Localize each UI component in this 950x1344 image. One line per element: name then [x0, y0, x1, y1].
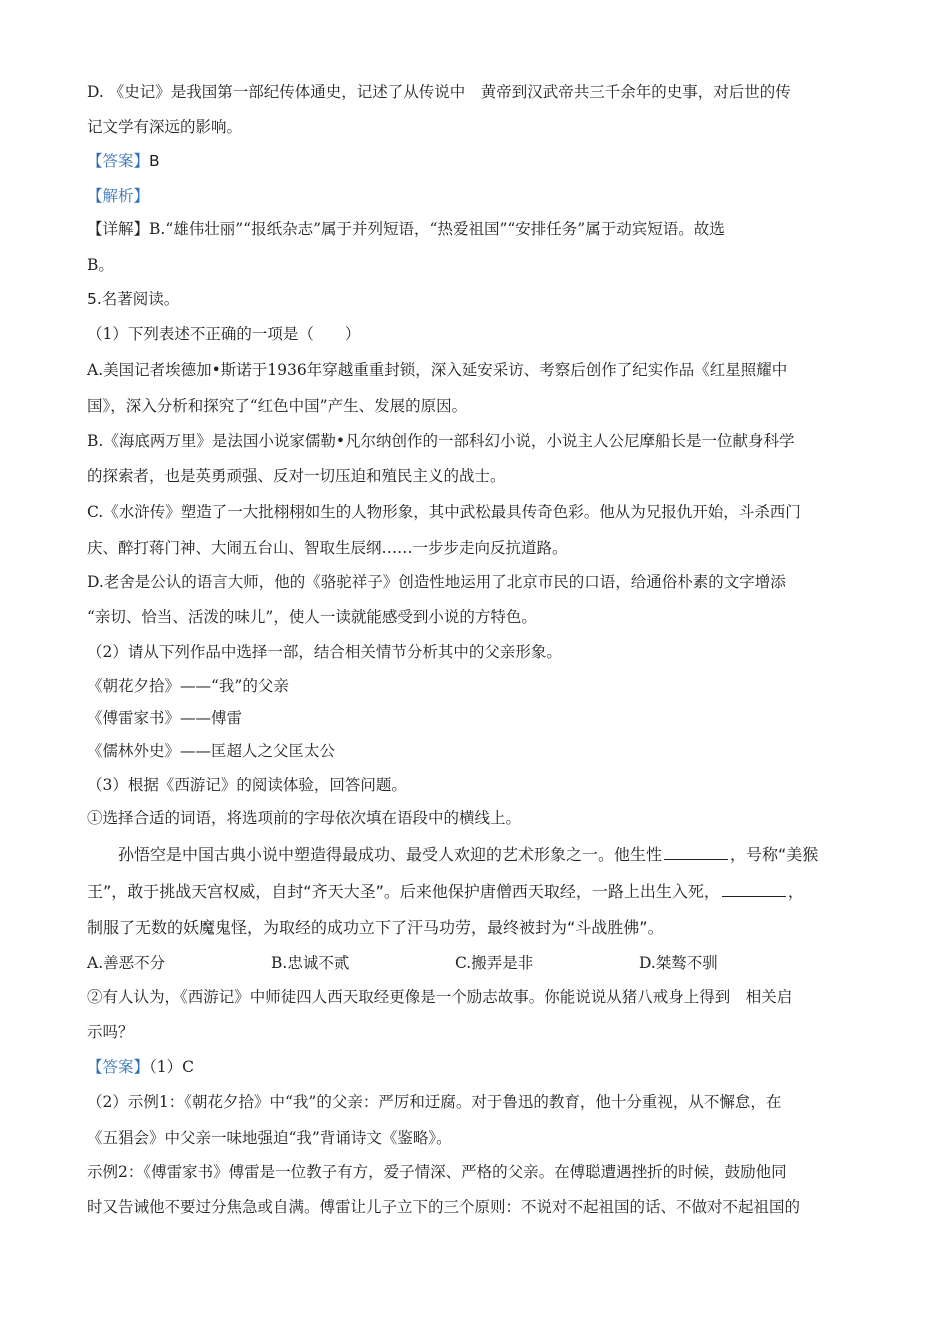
work-2: 《傅雷家书》——傅雷: [87, 709, 243, 727]
choice-a: A.善恶不分: [87, 954, 166, 972]
task-2-line-2: 示吗？: [87, 1023, 134, 1041]
option-d2-line-1: D.老舍是公认的语言大师，他的《骆驼祥子》创造性地运用了北京市民的口语，给通俗朴素的文字增添: [87, 573, 786, 591]
choice-d: D.桀骜不驯: [639, 954, 718, 972]
passage-line-2: [87, 882, 804, 902]
work-1: 《朝花夕拾》——“我”的父亲: [87, 677, 289, 695]
answer-5-part-2-line-2: 《五猖会》中父亲一味地强迫“我”背诵诗文《鉴略》。: [87, 1129, 452, 1147]
option-b-line-2: 的探索者，也是英勇顽强、反对一切压迫和殖民主义的战士。: [87, 467, 506, 485]
option-a-line-1: A.美国记者埃德加•斯诺于1936年穿越重重封锁，深入延安采访、考察后创作了纪实作品《红星照耀中: [87, 361, 788, 379]
answer-5-part-1: （1）C: [149, 1058, 194, 1076]
answer-5-row: [87, 1057, 194, 1077]
detail-line-2: B。: [87, 256, 114, 274]
example-2-line-1: 示例2：《傅雷家书》傅雷是一位教子有方，爱子情深、严格的父亲。在傅聪遭遇挫折的时候，鼓励他同: [87, 1163, 787, 1181]
detail-text: B.“雄伟壮丽”“报纸杂志”属于并列短语，“热爱祖国”“安排任务”属于动宾短语。故选: [149, 220, 725, 238]
blank-2: [722, 882, 786, 897]
option-d-line-1: D. 《史记》是我国第一部纪传体通史，记述了从传说中 黄帝到汉武帝共三千余年的史事，对后世的传: [87, 83, 791, 101]
analysis-tag: 【解析】: [87, 187, 150, 205]
passage-text-2b: ，: [787, 882, 804, 901]
choice-c: C.搬弄是非: [455, 954, 534, 972]
answer-5-tag: 【答案】: [87, 1058, 150, 1076]
passage-line-3: 制服了无数的妖魔鬼怪，为取经的成功立下了汗马功劳，最终被封为“斗战胜佛”。: [87, 918, 664, 937]
option-c-line-2: 庆、醉打蒋门神、大闹五台山、智取生辰纲……一步步走向反抗道路。: [87, 539, 568, 557]
task-1: ①选择合适的词语，将选项前的字母依次填在语段中的横线上。: [87, 809, 522, 827]
answer-tag: 【答案】: [87, 152, 150, 170]
task-2-line-1: ②有人认为，《西游记》中师徒四人西天取经更像是一个励志故事。你能说说从猪八戒身上得到 相关启: [87, 988, 793, 1006]
blank-1: [664, 845, 728, 860]
answer-5-part-2-line-1: （2）示例1：《朝花夕拾》中“我”的父亲：严厉和迂腐。对于鲁迅的教育，他十分重视，从不懈怠，在: [87, 1093, 782, 1111]
passage-text-2a: 王”，敢于挑战天宫权威，自封“齐天大圣”。后来他保护唐僧西天取经，一路上出生入死，: [87, 882, 720, 901]
detail-tag: 【详解】: [87, 220, 150, 238]
example-2-line-2: 时又告诫他不要过分焦急或自满。傅雷让儿子立下的三个原则：不说对不起祖国的话、不做对不起祖国的: [87, 1198, 801, 1216]
sub-question-3: （3）根据《西游记》的阅读体验，回答问题。: [87, 776, 407, 794]
sub-question-1: （1）下列表述不正确的一项是（ ）: [87, 325, 361, 343]
passage-text-1a: 孙悟空是中国古典小说中塑造得最成功、最受人欢迎的艺术形象之一。他生性: [118, 845, 663, 864]
option-d2-line-2: “亲切、恰当、活泼的味儿”，使人一读就能感受到小说的方特色。: [87, 608, 537, 626]
work-3: 《儒林外史》——匡超人之父匡太公: [87, 742, 336, 760]
choice-b: B.忠诚不贰: [271, 954, 350, 972]
question-5-title: 5.名著阅读。: [87, 290, 180, 308]
passage-line-1: [118, 845, 818, 865]
option-a-line-2: 国》，深入分析和探究了“红色中国”产生、发展的原因。: [87, 397, 468, 415]
answer-row: [87, 151, 160, 171]
option-b-line-1: B.《海底两万里》是法国小说家儒勒•凡尔纳创作的一部科幻小说，小说主人公尼摩船长是一位献身科学: [87, 432, 795, 450]
passage-text-1b: ，号称“美猴: [730, 845, 819, 864]
sub-question-2: （2）请从下列作品中选择一部，结合相关情节分析其中的父亲形象。: [87, 643, 562, 661]
detail-line-1: [87, 219, 725, 239]
answer-value: B: [149, 152, 160, 170]
option-c-line-1: C.《水浒传》塑造了一大批栩栩如生的人物形象，其中武松最具传奇色彩。他从为兄报仇开始，斗杀西门: [87, 503, 801, 521]
option-d-line-2: 记文学有深远的影响。: [87, 118, 243, 136]
